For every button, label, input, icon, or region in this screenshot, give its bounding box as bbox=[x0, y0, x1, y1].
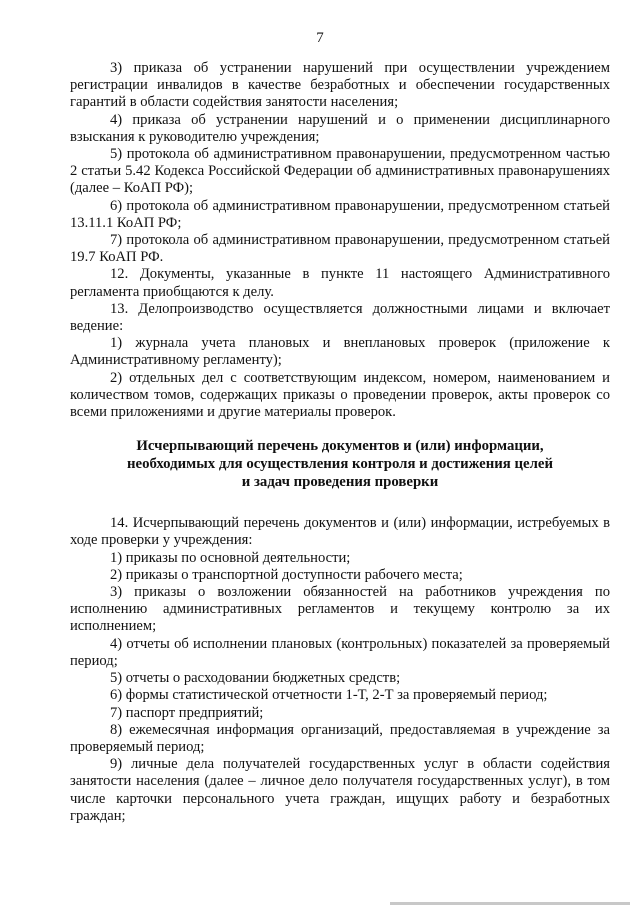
paragraph-clause-14-item-7: 7) паспорт предприятий; bbox=[110, 704, 264, 721]
paragraph-clause-14-item-6: 6) формы статистической отчетности 1-Т, 2-Т за проверяемый период; bbox=[110, 687, 548, 704]
section-heading bbox=[70, 437, 610, 491]
paragraph-item-5: 5) протокола об административном правонарушении, предусмотренном частью 2 статьи 5.42 Кодекса Российской Федерации об административных правонарушениях (далее – КоАП РФ); bbox=[70, 146, 610, 197]
paragraph-clause-13-item-1: 1) журнала учета плановых и внеплановых проверок (приложение к Административному регламенту); bbox=[70, 335, 610, 369]
section-heading-line-3: и задач проведения проверки bbox=[241, 474, 439, 491]
paragraph-clause-13: 13. Делопроизводство осуществляется должностными лицами и включает ведение: bbox=[70, 300, 610, 335]
paragraph-clause-14-item-5: 5) отчеты о расходовании бюджетных средств; bbox=[110, 670, 401, 687]
paragraph-clause-12: 12. Документы, указанные в пункте 11 настоящего Административного регламента приобщаются к делу. bbox=[70, 266, 610, 300]
section-heading-line-2: необходимых для осуществления контроля и достижения целей bbox=[127, 456, 553, 473]
paragraph-clause-14-item-9: 9) личные дела получателей государственных услуг в области содействия занятости населения (далее – личное дело получателя государственных услуг), в том числе карточки персонального учета граждан, ищущих работу и безработных граждан; bbox=[70, 756, 610, 824]
paragraph-item-7: 7) протокола об административном правонарушении, предусмотренном статьей 19.7 КоАП РФ. bbox=[70, 232, 610, 266]
paragraph-clause-14-item-3: 3) приказы о возложении обязанностей на работников учреждения по исполнению административных регламентов и текущему контролю за их исполнением; bbox=[70, 584, 610, 635]
paragraph-item-6: 6) протокола об административном правонарушении, предусмотренном статьей 13.11.1 КоАП РФ; bbox=[70, 197, 610, 231]
paragraph-clause-13-item-2: 2) отдельных дел с соответствующим индексом, номером, наименованием и количеством томов, содержащих приказы о проведении проверок, акты проверок со всеми приложениями и другие материалы проверок. bbox=[70, 369, 610, 421]
paragraph-item-3: 3) приказа об устранении нарушений при осуществлении учреждением регистрации инвалидов в качестве безработных и обеспечении государственных гарантий в области содействия занятости населения; bbox=[70, 60, 610, 111]
paragraph-clause-14: 14. Исчерпывающий перечень документов и (или) информации, истребуемых в ходе проверки у учреждения: bbox=[70, 515, 610, 549]
paragraph-clause-14-item-4: 4) отчеты об исполнении плановых (контрольных) показателей за проверяемый период; bbox=[70, 635, 610, 669]
section-heading-line-1: Исчерпывающий перечень документов и (или) информации, bbox=[136, 438, 544, 455]
paragraph-clause-14-item-8: 8) ежемесячная информация организаций, предоставляемая в учреждение за проверяемый период; bbox=[70, 721, 610, 755]
paragraph-item-4: 4) приказа об устранении нарушений и о применении дисциплинарного взыскания к руководителю учреждения; bbox=[70, 111, 610, 145]
page-number: 7 bbox=[316, 30, 324, 46]
paragraph-clause-14-item-2: 2) приказы о транспортной доступности рабочего места; bbox=[110, 566, 463, 583]
document-body bbox=[70, 60, 610, 825]
paragraph-clause-14-item-1: 1) приказы по основной деятельности; bbox=[110, 549, 351, 566]
